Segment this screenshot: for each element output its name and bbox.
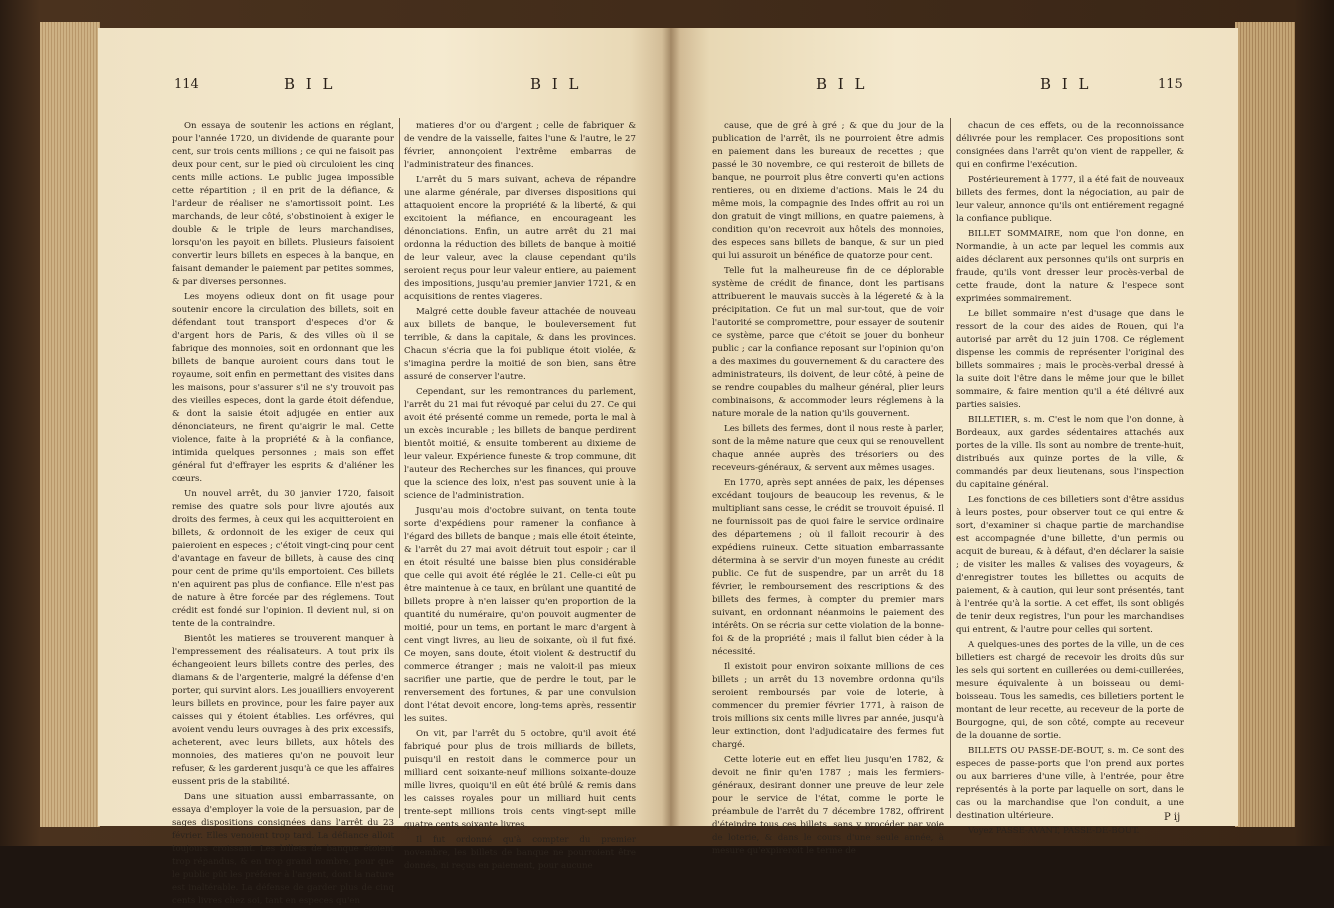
paragraph: chacun de ces effets, ou de la reconnoissance délivrée pour les remplacer. Ces propositions sont consignées dans l'arrêt qu'on vient de rappeller, & qui en confirme l'exécution. — [956, 121, 1184, 170]
column-rule — [950, 118, 951, 818]
page-number-right: 115 — [1158, 77, 1183, 92]
paragraph: Voyez PASSE-AVANT, PASSE-DE-BOUT. — [968, 826, 1140, 836]
signature-mark: P ij — [1164, 812, 1181, 823]
paragraph: Jusqu'au mois d'octobre suivant, on tenta toute sorte d'expédiens pour ramener la confiance à l'égard des billets de banque ; mais elle étoit éteinte, & l'arrêt du 27 mai avoit détruit tout espoir ; car il en étoit résulté une baisse bien plus considérable que celle qui avoit été réglée le 21. Celle-ci eût pu être maintenue à ce taux, en brûlant une quantité de billets propre à n'en laisser qu'en proportion de la quantité du numéraire, qu'on pouvoit augmenter de moitié, pour un tems, en portant le marc d'argent à cent vingt livres, au lieu de soixante, où il fut fixé. Ce moyen, sans doute, étoit violent & destructif du commerce étranger ; mais ne valoit-il pas mieux sacrifier une partie, que de perdre le tout, par le renversement des fortunes, & par une convulsion dont l'état devoit encore, long-tems après, ressentir les suites. — [404, 506, 636, 724]
paragraph: Les fonctions de ces billetiers sont d'être assidus à leurs postes, pour observer tout ce qui entre & sort, d'examiner si chaque partie de marchandise est accompagnée d'une billette, d'un permis ou acquit de bureau, & à défaut, d'en déclarer la saisie ; de visiter les malles & valises des voyageurs, & d'enregistrer toutes les billettes ou acquits de paiement, & à caution, qui leur sont présentés, tant à l'entrée qu'à la sortie. A cet effet, ils sont obligés de tenir deux registres, l'un pour les marchandises qui entrent, & l'autre pour celles qui sortent. — [956, 495, 1184, 635]
paragraph: En 1770, après sept années de paix, les dépenses excédant toujours de beaucoup les revenus, & le multipliant sans cesse, le crédit se trouvoit épuisé. Il ne fournissoit pas de quoi faire le service ordinaire des départemens ; où il falloit recourir à des expédiens ruineux. Cette situation embarrassante détermina à se servir d'un moyen funeste au crédit public. Ce fut de suspendre, par un arrêt du 18 février, le remboursement des rescriptions & des billets des fermes, à compter du premier mars suivant, en ordonnant néanmoins le paiement des intérêts. On se récria sur cette violation de la bonne-foi & de la propriété ; mais il fallut bien céder à la nécessité. — [712, 478, 944, 657]
right-page-column-1 — [712, 120, 944, 856]
right-page-edges — [1235, 22, 1295, 827]
paragraph: A quelques-unes des portes de la ville, un de ces billetiers est chargé de recevoir les droits dûs sur les sels qui sortent en cuillerées ou demi-cuillerées, mesure équivalente à un boisseau ou demi-boisseau. Tous les samedis, ces billetiers portent le montant de leur recette, au receveur de la porte de Bourgogne, qui, de son côté, compte au receveur de la douanne de sortie. — [956, 640, 1184, 741]
running-head-right-2: B I L — [1040, 75, 1092, 93]
paragraph: Cependant, sur les remontrances du parlement, l'arrêt du 21 mai fut révoqué par celui du 27. Ce qui avoit été présenté comme un remede, porta le mal à un excès incurable ; les billets de banque perdirent bientôt moitié, & ensuite tomberent au dixieme de leur valeur. Expérience funeste & trop commune, dit l'auteur des Recherches sur les finances, qui prouve que la science des loix, n'est pas souvent unie à la science de l'administration. — [404, 387, 636, 501]
column-rule — [399, 118, 400, 818]
paragraph: Le billet sommaire n'est d'usage que dans le ressort de la cour des aides de Rouen, qui l'a autorisé par arrêt du 12 juin 1708. Ce réglement dispense les commis de représenter l'original des billets sommaires ; mais le procès-verbal dressé à la suite doit l'être dans le même jour que le billet sommaire, & faire mention qu'il a été délivré aux parties saisies. — [956, 309, 1184, 410]
paragraph: On vit, par l'arrêt du 5 octobre, qu'il avoit été fabriqué pour plus de trois milliards de billets, puisqu'il en restoit dans le commerce pour un milliard cent soixante-neuf millions soixante-douze mille livres, quoiqu'il en eût été brûlé & remis dans les caisses royales pour un milliard huit cents trente-sept millions trois cents vingt-sept mille quatre cents soixante livres. — [404, 729, 636, 830]
paragraph: BILLETIER, s. m. C'est le nom que l'on donne, à Bordeaux, aux gardes sédentaires attachés aux portes de la ville. Ils sont au nombre de trente-huit, distribués aux quinze portes de la ville, & commandés par deux lieutenans, sous l'inspection du capitaine général. — [956, 415, 1184, 490]
paragraph: Postérieurement à 1777, il a été fait de nouveaux billets des fermes, dont la négociation, au pair de leur valeur, annonce qu'ils ont entiérement regagné la confiance publique. — [956, 175, 1184, 224]
paragraph: Les moyens odieux dont on fit usage pour soutenir encore la circulation des billets, soit en défendant tout transport d'especes d'or & d'argent hors de Paris, & des villes où il se fabrique des monnoies, soit en ordonnant que les billets de banque auroient cours dans tout le royaume, soit enfin en permettant des visites dans les maisons, pour s'assurer s'il ne s'y trouvoit pas des vieilles especes, dont la garde étoit défendue, & dont la saisie étoit adjugée en entier aux dénonciateurs, ne firent qu'aigrir le mal. Cette violence, faite à la propriété & à la confiance, intimida quelques personnes ; mais son effet général fut d'effrayer les esprits & d'aliéner les cœurs. — [172, 292, 394, 484]
left-page-edges — [40, 22, 100, 827]
running-head-right-1: B I L — [816, 75, 868, 93]
paragraph: cause, que de gré à gré ; & que du jour de la publication de l'arrêt, ils ne pourroient être admis en paiement dans les bureaux de recettes ; que passé le 30 novembre, ce qui resteroit de billets de banque, ne pourroit plus être converti qu'en actions rentieres, ou en dixieme d'actions. Mais le 24 du même mois, la compagnie des Indes offrit au roi un don gratuit de vingt millions, en quatre paiemens, à condition qu'on recevroit aux hôtels des monnoies, des especes sans billets de banque, & sur un pied qui lui assuroit un bénéfice de quatorze pour cent. — [712, 121, 944, 261]
paragraph: Les billets des fermes, dont il nous reste à parler, sont de la même nature que ceux qui se renouvellent chaque année auprès des trésoriers ou des receveurs-généraux, & servent aux mêmes usages. — [712, 424, 944, 473]
paragraph: matieres d'or ou d'argent ; celle de fabriquer & de vendre de la vaisselle, faites l'une & l'autre, le 27 février, annonçoient l'extrême embarras de l'administrateur des finances. — [404, 121, 636, 170]
left-page — [98, 28, 670, 906]
paragraph: Il existoit pour environ soixante millions de ces billets ; un arrêt du 13 novembre ordonna qu'ils seroient remboursés par voie de loterie, à commencer du premier février 1771, à raison de trois millions six cents mille livres par année, jusqu'à leur extinction, dont l'adjudicataire des fermes fut chargé. — [712, 662, 944, 750]
paragraph: L'arrêt du 5 mars suivant, acheva de répandre une alarme générale, par diverses dispositions qui attaquoient encore la propriété & la liberté, & qui excitoient la méfiance, en encourageant les dénonciations. Enfin, un autre arrêt du 21 mai ordonna la réduction des billets de banque à moitié de leur valeur, avec la clause cependant qu'ils seroient reçus pour leur valeur entiere, au paiement des impositions, jusqu'au premier janvier 1721, & en acquisitions de rentes viageres. — [404, 175, 636, 302]
right-page — [670, 28, 1238, 856]
paragraph: BILLETS OU PASSE-DE-BOUT, s. m. Ce sont des especes de passe-ports que l'on prend aux portes ou aux barrieres d'une ville, à l'entrée, pour être représentés à la porte par laquelle on sort, dans le cas ou la marchandise que l'on conduit, a une destination ultérieure. — [956, 746, 1184, 821]
paragraph: Bientôt les matieres se trouverent manquer à l'empressement des réalisateurs. A tout prix ils échangeoient leurs billets contre des perles, des diamans & de l'argenterie, malgré la défense d'en porter, qui survint alors. Les jouailliers envoyerent leurs billets en province, pour les faire payer aux caisses qui y étoient établies. Les orfévres, qui avoient vendu leurs ouvrages à des prix excessifs, acheterent, avec leurs billets, aux hôtels des monnoies, des matieres qu'on ne pouvoit leur refuser, & les garderent jusqu'à ce que les affaires eussent pris de la stabilité. — [172, 634, 394, 787]
paragraph: On essaya de soutenir les actions en réglant, pour l'année 1720, un dividende de quarante pour cent, sur trois cents millions ; ce qui ne faisoit pas deux pour cent, sur le pied où circuloient les cinq cents mille actions. Le public jugea impossible cette répartition ; il en prit de la défiance, & l'ardeur de réaliser ne s'amortissoit point. Les marchands, de leur côté, s'obstinoient à exiger le double & le triple de leurs marchandises, lorsqu'on les payoit en billets. Plusieurs faisoient convertir leurs billets en especes à la banque, en faisant demander le paiement par petites sommes, & par diverses personnes. — [172, 121, 394, 287]
page-number-left: 114 — [174, 77, 199, 92]
right-page-column-2 — [956, 120, 1184, 836]
paragraph: Cette loterie eut en effet lieu jusqu'en 1782, & devoit ne finir qu'en 1787 ; mais les fermiers-généraux, desirant donner une preuve de leur zele pour le service de l'état, comme le porte le préambule de l'arrêt du 7 décembre 1782, offrirent d'éteindre tous ces billets, sans y procéder par voie de loterie, & dans le cours d'une seule année, à mesure qu'expireroit le terme de — [712, 755, 944, 856]
paragraph: Un nouvel arrêt, du 30 janvier 1720, faisoit remise des quatre sols pour livre ajoutés aux droits des fermes, à ceux qui les acquitteroient en billets, & ordonnoit de les exiger de ceux qui paieroient en especes ; c'étoit vingt-cinq pour cent d'avantage en faveur de billets, à cause des cinq pour cent de prime qu'ils emportoient. Ces billets n'en aquirent pas plus de confiance. Elle n'est pas de nature à être forcée par des réglemens. Tout crédit est fondé sur l'opinion. Il devient nul, si on tente de la contraindre. — [172, 489, 394, 629]
book-gutter — [662, 28, 680, 826]
paragraph: Malgré cette double faveur attachée de nouveau aux billets de banque, le bouleversement fut terrible, & dans la capitale, & dans les provinces. Chacun s'écria que la foi publique étoit violée, & s'imagina perdre la moitié de son bien, sans être assuré de conserver l'autre. — [404, 307, 636, 382]
paragraph: Dans une situation aussi embarrassante, on essaya d'employer la voie de la persuasion, par de sages dispositions consignées dans l'arrêt du 23 février. Elles venoient trop tard. La défiance alloit toujours croissant. Les billets de banque étoient trop répandus, & en trop grand nombre, pour que le public pût les préférer à l'argent, dont la nature est inaltérable. La défense de garder plus de cinq cents livres chez soi, tant en especes qu'en — [172, 792, 394, 906]
running-head-left-1: B I L — [284, 75, 336, 93]
running-head-left-2: B I L — [530, 75, 582, 93]
left-page-column-2 — [404, 120, 636, 871]
paragraph: Il fut ordonné qu'à compter du premier novembre, les billets de banque ne pourroient être donnés, ni reçus en paiement, pour aucune — [404, 835, 636, 871]
paragraph: BILLET SOMMAIRE, nom que l'on donne, en Normandie, à un acte par lequel les commis aux aides déclarent aux personnes qu'ils ont surpris en fraude, qu'ils vont dresser leur procès-verbal de cette fraude, dont la nature & l'espece sont exprimées sommairement. — [956, 229, 1184, 304]
left-page-column-1 — [172, 120, 394, 906]
paragraph: Telle fut la malheureuse fin de ce déplorable système de crédit de finance, dont les partisans attribuerent le mauvais succès à la légereté & à la précipitation. Ce fut un mal sur-tout, que de voir l'autorité se compromettre, pour essayer de soutenir ce système, parce que c'étoit se jouer du bonheur public ; car la confiance reposant sur l'opinion qu'on a des maximes du gouvernement & du caractere des administrateurs, ils doivent, de leur côté, à peine de se rendre coupables du malheur général, plier leurs combinaisons, & accommoder leurs réglemens à la nature morale de la nation qu'ils gouvernent. — [712, 266, 944, 419]
